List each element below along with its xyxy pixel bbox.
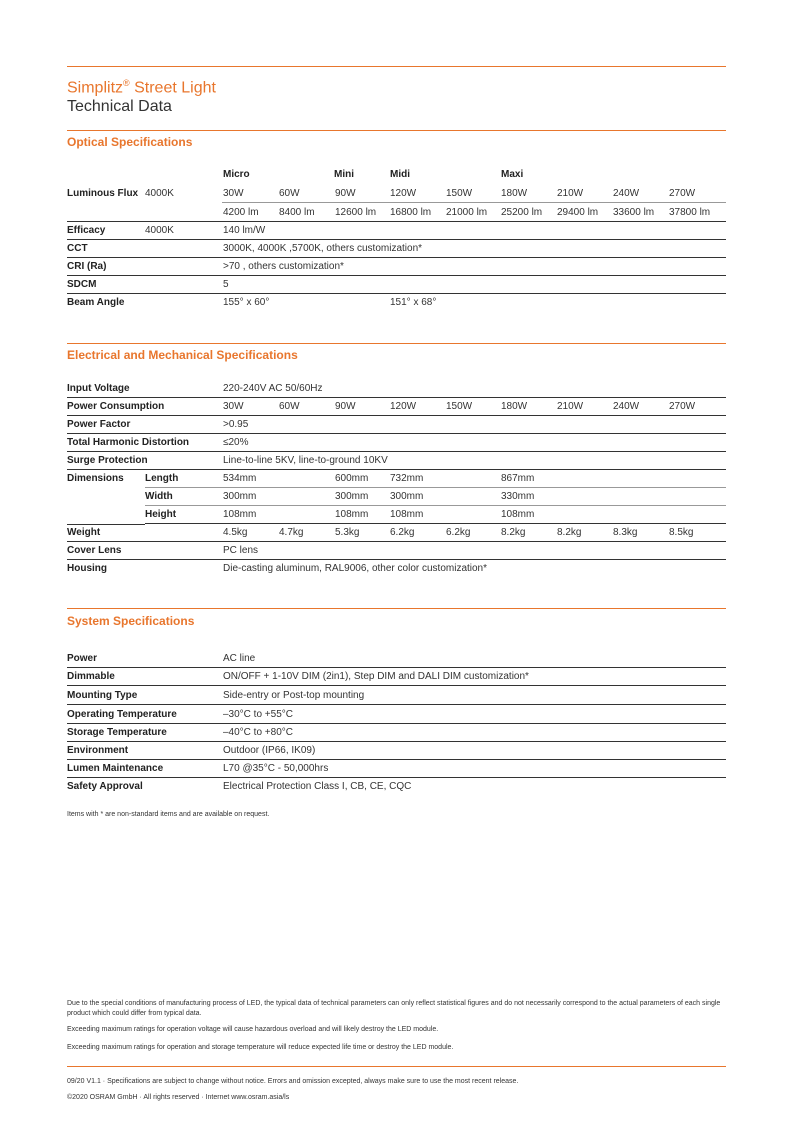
group-mini: Mini — [334, 169, 354, 180]
power-factor-row: Power Factor >0.95 — [67, 415, 726, 434]
cri-row: CRI (Ra) >70 , others customization* — [67, 257, 726, 276]
power-consumption-row: Power Consumption 30W 60W 90W 120W 150W 180W 210W 240W 270W — [67, 397, 726, 416]
sdcm-row: SDCM 5 — [67, 275, 726, 294]
luminous-flux-watts-row: 30W 60W 90W 120W 150W 180W 210W 240W 270W — [222, 184, 726, 203]
weight-row: Weight 4.5kg 4.7kg 5.3kg 6.2kg 6.2kg 8.2kg 8.2kg 8.3kg 8.5kg — [67, 523, 726, 542]
disclaimer-led-data: Due to the special conditions of manufacturing process of LED, the typical data of technical parameters can only reflect statistical figures and do not necessarily correspond to the actual parameters of each single product which could differ from typical data. — [67, 1000, 721, 1017]
system-row-lumen-maintenance: Lumen Maintenance L70 @35°C - 50,000hrs — [67, 759, 726, 778]
system-divider — [67, 608, 726, 609]
efficacy-row: Efficacy 4000K 140 lm/W — [67, 221, 726, 240]
dimension-length-row: Length 534mm 600mm 732mm 867mm — [145, 469, 726, 488]
input-voltage-row: Input Voltage 220-240V AC 50/60Hz — [67, 379, 726, 398]
dimension-height-row: Height 108mm 108mm 108mm 108mm — [145, 505, 726, 524]
thd-row: Total Harmonic Distortion ≤20% — [67, 433, 726, 452]
system-row-environment: Environment Outdoor (IP66, IK09) — [67, 741, 726, 760]
luminous-flux-label: Luminous Flux — [67, 188, 139, 199]
cover-lens-row: Cover Lens PC lens — [67, 541, 726, 560]
surge-protection-row: Surge Protection Line-to-line 5KV, line-to-ground 10KV — [67, 451, 726, 470]
system-section-title: System Specifications — [67, 614, 195, 628]
group-micro: Micro — [223, 169, 250, 180]
optical-group-header — [67, 165, 726, 183]
group-maxi: Maxi — [501, 169, 524, 180]
beam-angle-row: Beam Angle 155° x 60° 151° x 68° — [67, 297, 437, 308]
system-row-mounting: Mounting Type Side-entry or Post-top mounting — [67, 686, 726, 705]
luminous-flux-lumens-row: 4200 lm 8400 lm 12600 lm 16800 lm 21000 lm 25200 lm 29400 lm 33600 lm 37800 lm — [222, 203, 726, 222]
luminous-flux-cct: 4000K — [145, 188, 174, 199]
top-divider — [67, 66, 726, 67]
electrical-section-title: Electrical and Mechanical Specifications — [67, 348, 298, 362]
footer-version: 09/20 V1.1 · Specifications are subject to change without notice. Errors and omission excepted, always make sure to use the most recent release. — [67, 1078, 519, 1085]
cct-row: CCT 3000K, 4000K ,5700K, others customization* — [67, 239, 726, 258]
optical-section-title: Optical Specifications — [67, 135, 193, 149]
page-title: Simplitz® Street Light — [67, 78, 216, 97]
header-divider — [67, 130, 726, 131]
system-row-operating-temp: Operating Temperature –30°C to +55°C — [67, 705, 726, 724]
system-row-dimmable: Dimmable ON/OFF + 1-10V DIM (2in1), Step DIM and DALI DIM customization* — [67, 667, 726, 686]
dimensions-label-cell: Dimensions — [67, 469, 145, 525]
electrical-divider — [67, 343, 726, 344]
system-row-safety: Safety Approval Electrical Protection Class I, CB, CE, CQC — [67, 781, 412, 792]
footer-copyright: ©2020 OSRAM GmbH · All rights reserved · Internet www.osram.asia/ls — [67, 1094, 290, 1101]
disclaimer-voltage: Exceeding maximum ratings for operation voltage will cause hazardous overload and will likely destroy the LED module. — [67, 1026, 439, 1033]
disclaimer-temperature: Exceeding maximum ratings for operation and storage temperature will reduce expected life time or destroy the LED module. — [67, 1044, 454, 1051]
luminous-flux-row — [67, 184, 222, 222]
dimension-width-row: Width 300mm 300mm 300mm 330mm — [145, 487, 726, 506]
system-row-storage-temp: Storage Temperature –40°C to +80°C — [67, 723, 726, 742]
system-row-power: Power AC line — [67, 649, 726, 668]
group-midi: Midi — [390, 169, 410, 180]
registered-mark: ® — [123, 78, 130, 88]
page-subtitle: Technical Data — [67, 98, 172, 115]
footer-divider — [67, 1066, 726, 1067]
housing-row: Housing Die-casting aluminum, RAL9006, other color customization* — [67, 563, 488, 574]
nonstandard-note: Items with * are non-standard items and are available on request. — [67, 811, 270, 818]
